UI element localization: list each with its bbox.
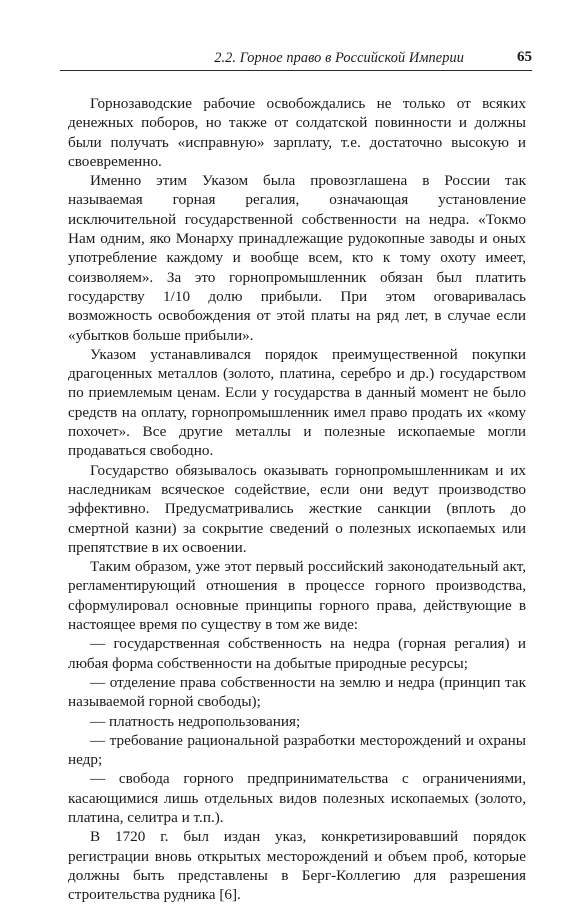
- paragraph-1720-decree: В 1720 г. был издан указ, конкретизировавший порядок регистрации вновь открытых месторождений и объем проб, которые должны быть представлены в Берг-Коллегию для разрешения строительства рудника [6].: [68, 828, 526, 904]
- list-item-paid-use: — платность недропользования;: [90, 712, 301, 730]
- list-item-separation-of-rights: — отделение права собственности на землю и недра (принцип так называемой горной свободы);: [68, 673, 526, 711]
- list-item-rational-development: — требование рациональной разработки месторождений и охраны недр;: [68, 731, 526, 769]
- running-title: 2.2. Горное право в Российской Империи: [214, 50, 464, 66]
- paragraph-mining-regalia: Именно этим Указом была провозглашена в России так называемая горная регалия, означающая установление исключительной государственной собственности на недра. «Токмо Нам одним, яко Монарху принадлежащие рудокопные заводы и оных употребление каждому и вообще всем, кто к тому охоту имеет, соизволяем». За это горнопромышленник обязан был платить государству 1/10 долю прибыли. При этом оговаривалась возможность освобождения от этой платы на ряд лет, в случае если «убытков больше прибыли».: [68, 172, 526, 344]
- page-number: 65: [517, 49, 532, 65]
- list-item-enterprise-freedom: — свобода горного предпринимательства с ограничениями, касающимися лишь отдельных видов полезных ископаемых (золото, платина, селитра и т.п.).: [68, 770, 526, 826]
- running-head: [60, 50, 532, 71]
- list-item-state-ownership: — государственная собственность на недра (горная регалия) и любая форма собственности на добытые природные ресурсы;: [68, 635, 526, 672]
- body-text: [68, 94, 526, 904]
- paragraph-state-obligations: Государство обязывалось оказывать горнопромышленникам и их наследникам всяческое содействие, если они ведут производство эффективно. Предусматривались жесткие санкции (вплоть до смертной казни) за сокрытие сведений о полезных ископаемых или препятствие в их освоении.: [68, 461, 526, 556]
- paragraph-workers: Горнозаводские рабочие освобождались не только от всяких денежных поборов, но также от солдатской повинности и должны были получать «исправную» зарплату, т.е. достаточно высокую и своевременно.: [68, 95, 526, 170]
- paragraph-precious-metals: Указом устанавливался порядок преимущественной покупки драгоценных металлов (золото, платина, серебро и др.) государством по приемлемым ценам. Если у государства в данный момент не было средств на оплату, горнопромышленник имел право продать их «кому похочет». Все другие металлы и полезные ископаемые могли продаваться свободно.: [68, 345, 526, 460]
- paragraph-principles-intro: Таким образом, уже этот первый российский законодательный акт, регламентирующий отношения в процессе горного производства, сформулировал основные принципы горного права, действующие в настоящее время по существу в том же виде:: [68, 558, 526, 634]
